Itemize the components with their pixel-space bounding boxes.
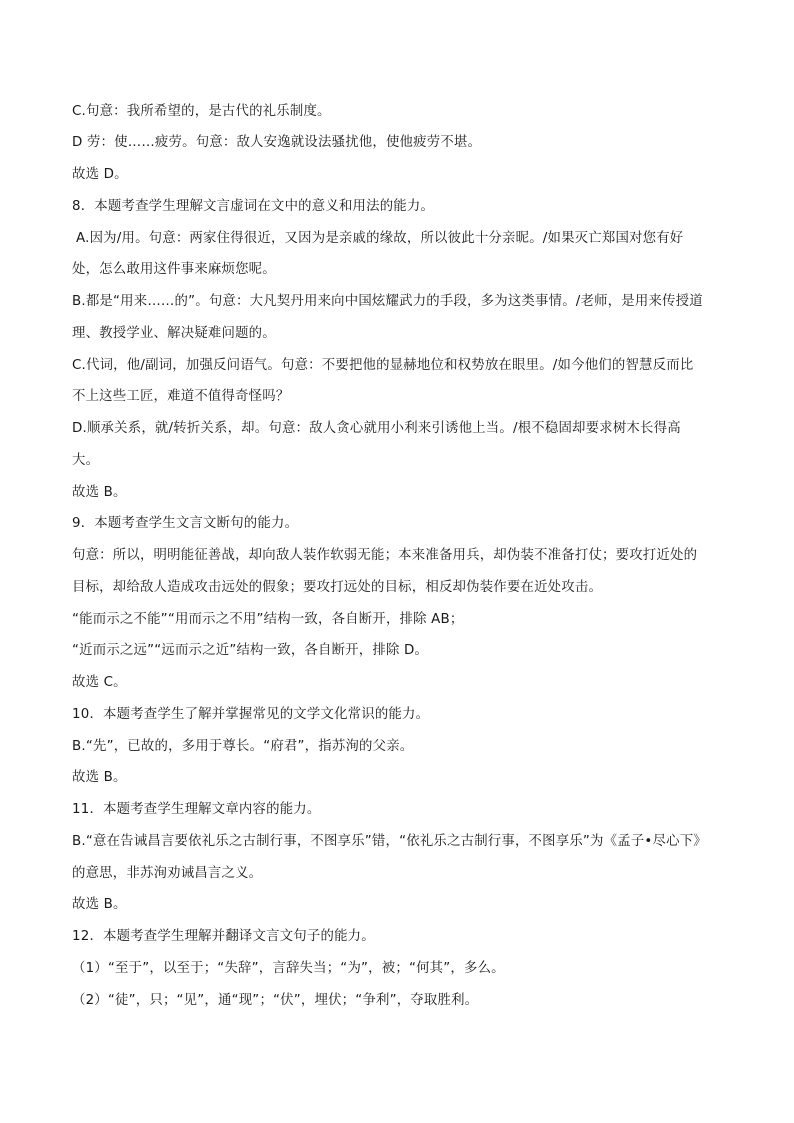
line-q8-d: D.顺承关系，就/转折关系，却。句意：敌人贪心就用小利来引诱他上当。/根不稳固却要求树木长得高 [72, 421, 681, 436]
line-q10-b: B.“先”，已故的，多用于尊长。“府君”，指苏洵的父亲。 [72, 739, 414, 754]
line-q9-heading: 9．本题考查学生文言文断句的能力。 [72, 516, 299, 531]
line-q9-ab: “能而示之不能”“用而示之不用”结构一致，各自断开，排除 AB； [72, 612, 464, 627]
line-q8-b-cont: 理、教授学业、解决疑难问题的。 [72, 326, 276, 341]
line-q11-b: B.“意在告诫昌言要依礼乐之古制行事，不图享乐”错，“依礼乐之古制行事，不图享乐”为《孟子•尽心下》 [72, 834, 707, 849]
line-q8-d-cont: 大。 [72, 453, 100, 468]
line-q9-meaning: 句意：所以，明明能征善战，却向敌人装作软弱无能；本来准备用兵，却伪装不准备打仗；要攻打近处的 [72, 548, 698, 563]
line-answer-b-3: 故选 B。 [72, 897, 127, 912]
line-q11-heading: 11．本题考查学生理解文章内容的能力。 [72, 802, 321, 817]
line-answer-b-1: 故选 B。 [72, 485, 127, 500]
line-answer-d: 故选 D。 [72, 167, 128, 182]
line-q8-heading: 8．本题考查学生理解文言虚词在文中的意义和用法的能力。 [72, 199, 435, 214]
line-d-lao: D 劳：使……疲劳。句意：敌人安逸就设法骚扰他，使他疲劳不堪。 [72, 135, 482, 150]
line-answer-b-2: 故选 B。 [72, 770, 127, 785]
line-q12-2: （2）“徒”，只；“见”，通“现”；“伏”，埋伏；“争利”，夺取胜利。 [72, 993, 479, 1008]
line-q8-b: B.都是“用来……的”。句意：大凡契丹用来向中国炫耀武力的手段，多为这类事情。/老师，是用来传授道 [72, 294, 703, 309]
line-q9-meaning-cont: 目标，却给敌人造成攻击远处的假象；要攻打远处的目标，相反却伪装作要在近处攻击。 [72, 580, 603, 595]
line-q8-c: C.代词，他/副词，加强反问语气。句意：不要把他的显赫地位和权势放在眼里。/如今他们的智慧反而比 [72, 358, 694, 373]
line-q8-c-cont: 不上这些工匠，难道不值得奇怪吗？ [72, 389, 290, 404]
line-q10-heading: 10．本题考查学生了解并掌握常见的文学文化常识的能力。 [72, 707, 430, 722]
line-q11-b-cont: 的意思，非苏洵劝诫昌言之义。 [72, 866, 263, 881]
line-q9-d: “近而示之远”“远而示之近”结构一致，各自断开，排除 D。 [72, 643, 429, 658]
line-q12-heading: 12．本题考查学生理解并翻译文言文句子的能力。 [72, 929, 375, 944]
line-q8-a: A.因为/用。句意：两家住得很近，又因为是亲戚的缘故，所以彼此十分亲昵。/如果灭亡郑国对您有好 [76, 231, 684, 246]
line-answer-c: 故选 C。 [72, 675, 127, 690]
line-c-meaning: C.句意：我所希望的，是古代的礼乐制度。 [72, 104, 331, 119]
line-q12-1: （1）“至于”，以至于；“失辞”，言辞失当；“为”，被；“何其”，多么。 [72, 961, 505, 976]
line-q8-a-cont: 处，怎么敢用这件事来麻烦您呢。 [72, 262, 276, 277]
